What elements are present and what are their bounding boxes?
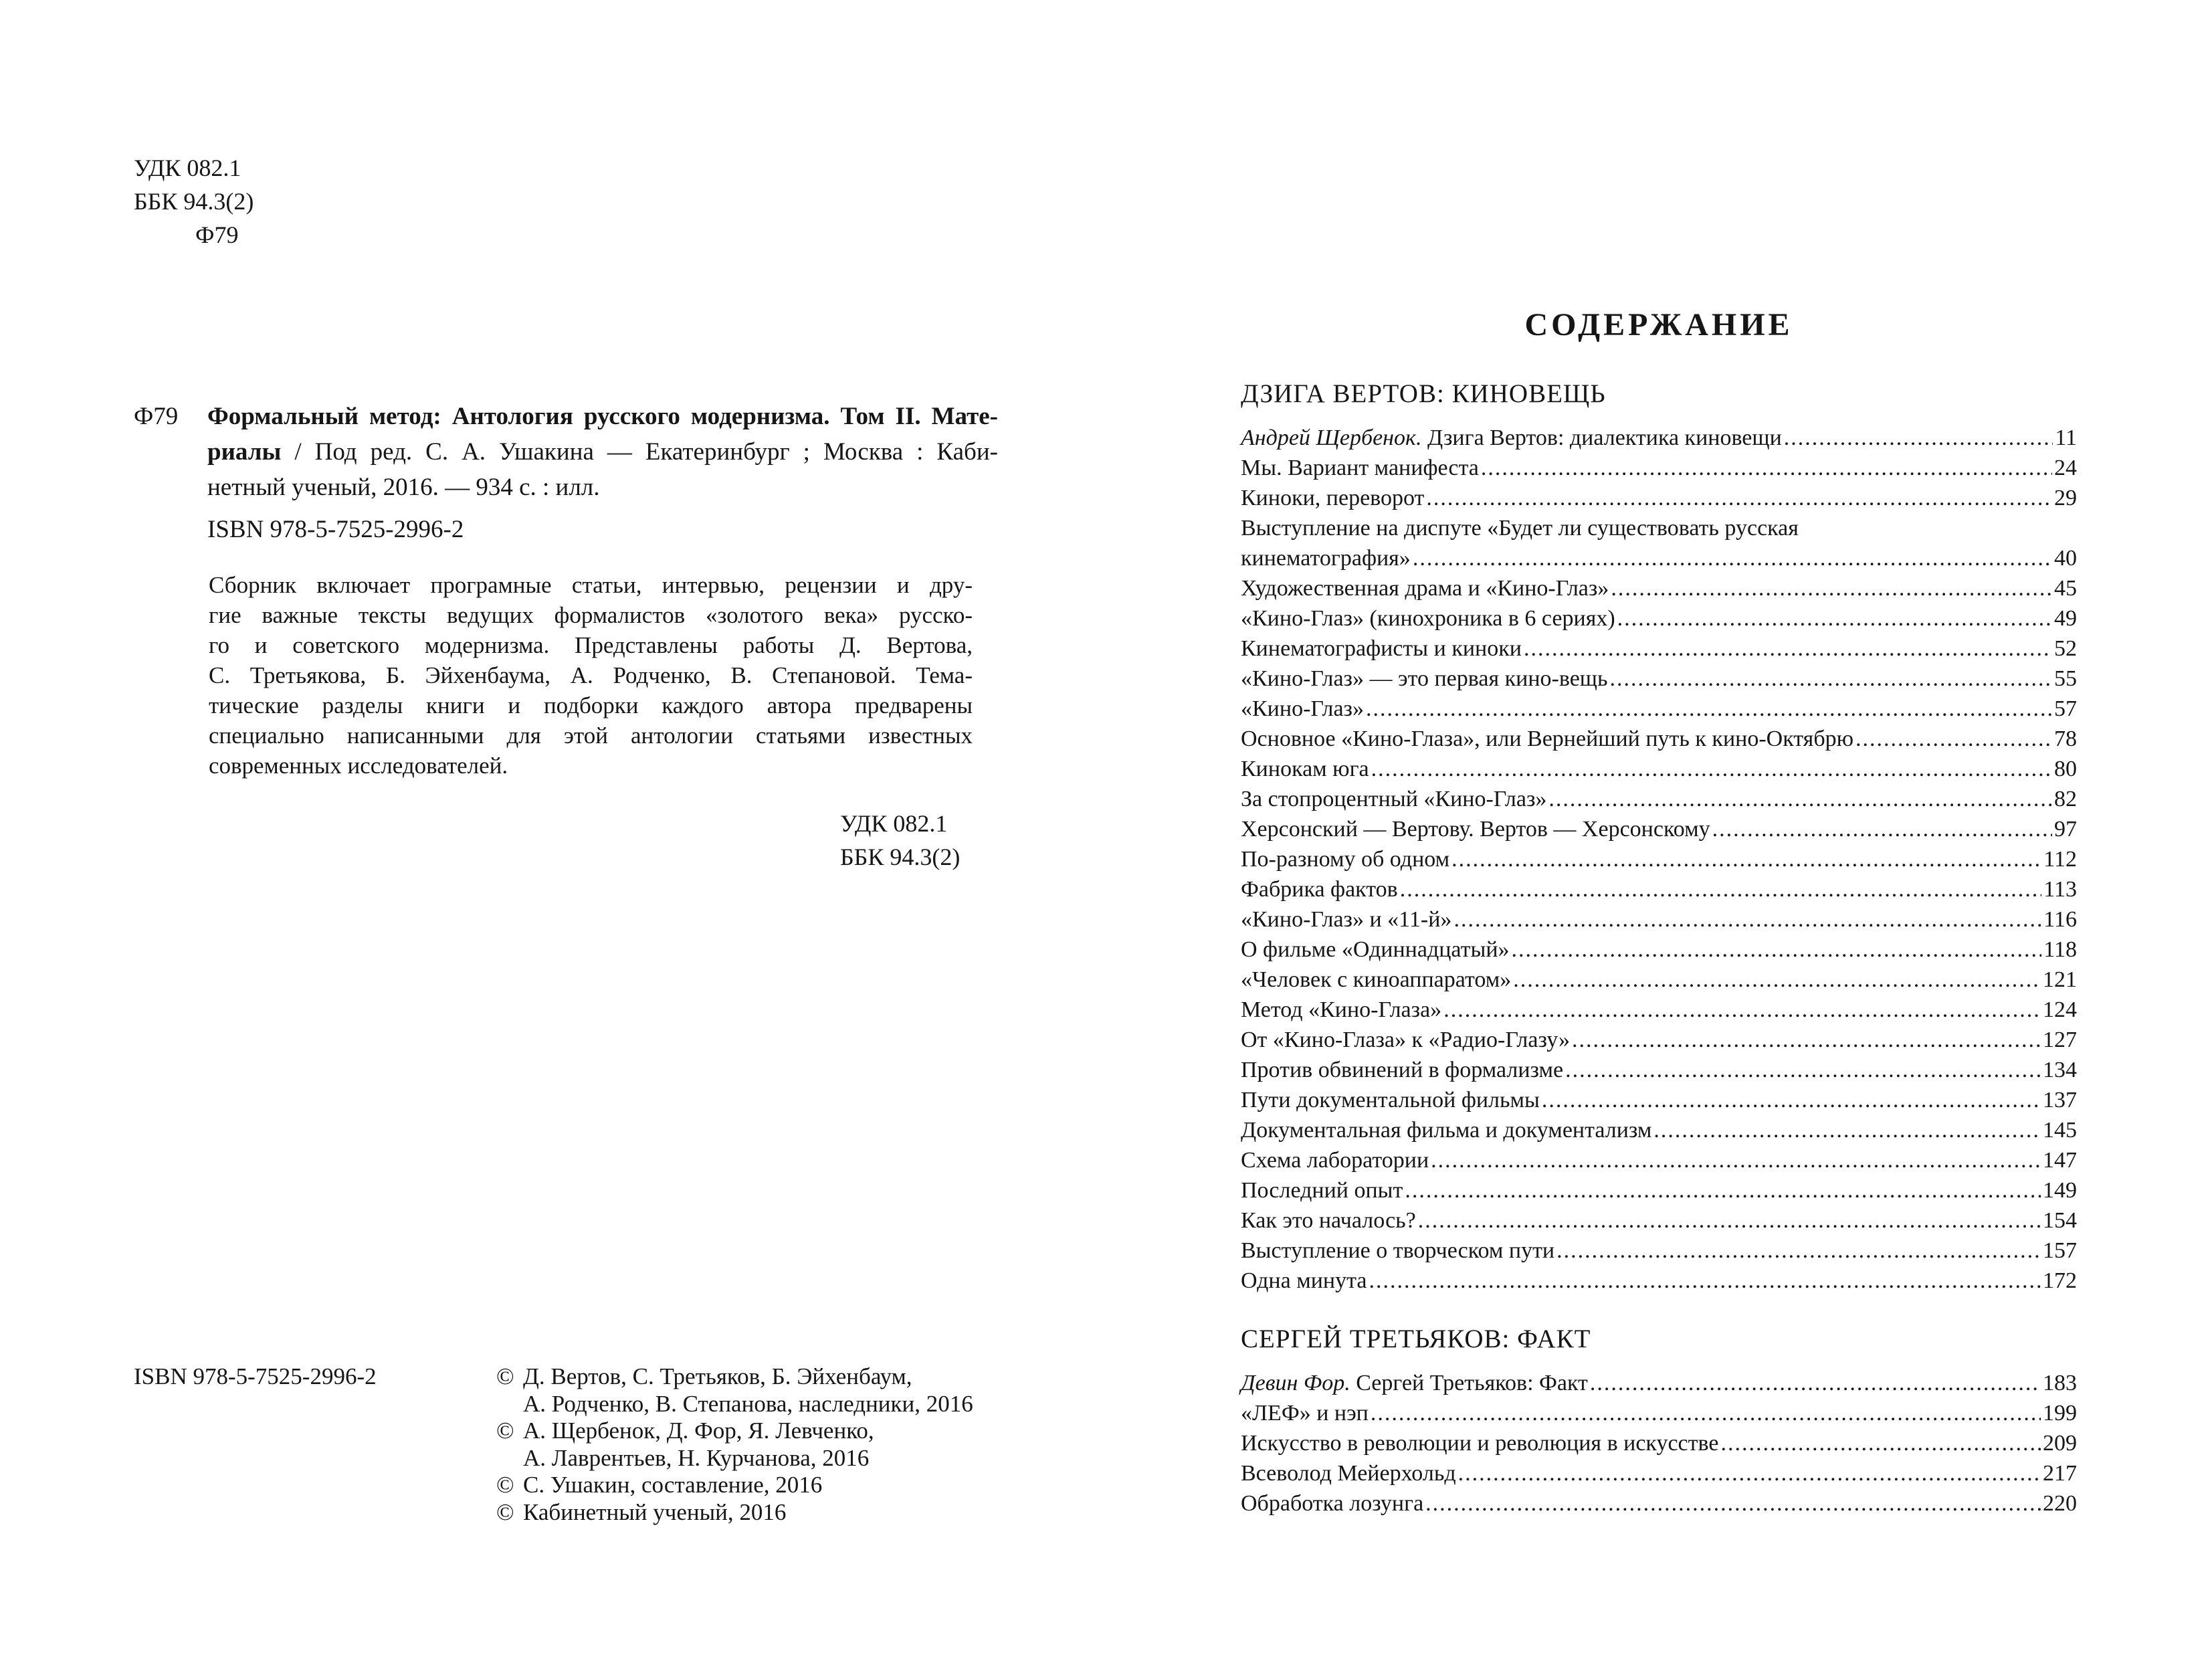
toc-leader-dots xyxy=(1431,1145,2041,1175)
toc-leader-dots xyxy=(1453,904,2041,935)
toc-entry-author: Девин Фор. xyxy=(1241,1371,1350,1395)
toc-entry-author: Андрей Щербенок. xyxy=(1241,425,1422,450)
catalog-card-line xyxy=(207,399,998,434)
toc-entry-page: 78 xyxy=(2054,726,2077,751)
toc-leader-dots xyxy=(1542,1085,2041,1115)
toc-entry xyxy=(1241,1428,2077,1458)
copyright-line xyxy=(496,1363,973,1391)
toc-entry-title: Метод «Кино-Глаза» xyxy=(1241,997,1442,1022)
catalog-card-text xyxy=(207,399,998,505)
annotation-line: С. Третьякова, Б. Эйхенбаума, А. Родченко, В. Степановой. Тема- xyxy=(209,662,973,688)
toc-entry-page: 45 xyxy=(2054,576,2077,601)
annotation-line: Сборник включает програмные статьи, интервью, рецензии и дру- xyxy=(209,572,973,598)
toc-entry xyxy=(1241,814,2077,844)
catalog-card-line xyxy=(207,470,998,505)
toc-entry-page: 134 xyxy=(2043,1058,2077,1082)
toc-entry-page: 29 xyxy=(2054,486,2077,510)
toc-leader-dots xyxy=(1720,1428,2041,1458)
toc-entry xyxy=(1241,483,2077,513)
copyright-sign: © xyxy=(496,1498,514,1525)
toc-entry xyxy=(1241,1175,2077,1205)
toc-entry xyxy=(1241,423,2077,453)
copyright-text: А. Лаврентьев, Н. Курчанова, 2016 xyxy=(523,1444,870,1471)
toc-entry-title: кинематография» xyxy=(1241,546,1411,571)
toc-entry xyxy=(1241,965,2077,995)
toc-entry-title: За стопроцентный «Кино-Глаз» xyxy=(1241,787,1547,811)
copyright-text: Кабинетный ученый, 2016 xyxy=(523,1498,787,1525)
toc-entry-title: Всеволод Мейерхольд xyxy=(1241,1461,1456,1486)
toc-entry-title: Основное «Кино-Глаза», или Вернейший путь к кино-Октябрю xyxy=(1241,726,1854,751)
toc-entry-page: 199 xyxy=(2043,1401,2077,1426)
toc-entry-page: 147 xyxy=(2043,1148,2077,1173)
toc-entry xyxy=(1241,694,2077,724)
bbk-code-repeat: ББК 94.3(2) xyxy=(840,844,961,870)
toc-entry-page: 97 xyxy=(2054,817,2077,842)
toc-section-header: ДЗИГА ВЕРТОВ: КИНОВЕЩЬ xyxy=(1241,379,1606,408)
toc-entry-title: Херсонский — Вертову. Вертов — Херсонскому xyxy=(1241,817,1710,842)
toc-entry-page: 217 xyxy=(2043,1461,2077,1486)
toc-entry-title: «Кино-Глаз» xyxy=(1241,696,1364,721)
udc-code: УДК 082.1 xyxy=(134,155,241,181)
toc-entry-page: 40 xyxy=(2054,546,2077,571)
toc-leader-dots xyxy=(1426,483,2052,513)
toc-leader-dots xyxy=(1405,1175,2041,1205)
toc-entry-page: 145 xyxy=(2043,1118,2077,1143)
toc-entry-page: 55 xyxy=(2054,666,2077,691)
toc-entry-title: От «Кино-Глаза» к «Радио-Глазу» xyxy=(1241,1028,1571,1052)
toc-entry-page: 52 xyxy=(2054,636,2077,661)
toc-entry-page: 49 xyxy=(2054,606,2077,631)
toc-entry-title: Андрей Щербенок. Дзига Вертов: диалектика киновещи xyxy=(1241,425,1782,450)
toc-entry-title: «ЛЕФ» и нэп xyxy=(1241,1401,1369,1426)
toc-entry-title: Кинокам юга xyxy=(1241,757,1369,781)
toc-entry-page: 220 xyxy=(2043,1491,2077,1516)
udc-code-repeat: УДК 082.1 xyxy=(840,810,948,837)
copyright-text: А. Щербенок, Д. Фор, Я. Левченко, xyxy=(523,1418,874,1444)
toc-entry-page: 124 xyxy=(2043,997,2077,1022)
toc-entry xyxy=(1241,664,2077,694)
toc-leader-dots xyxy=(1400,874,2042,904)
toc-entry xyxy=(1241,904,2077,935)
toc-entry-title: По-разному об одном xyxy=(1241,847,1450,872)
toc-entry-title: Кинематографисты и киноки xyxy=(1241,636,1522,661)
toc-leader-dots xyxy=(1609,664,2052,694)
toc-entry-page: 82 xyxy=(2054,787,2077,811)
toc-entry-page: 116 xyxy=(2043,907,2077,932)
left-page-top-codes xyxy=(134,151,254,252)
toc-entry xyxy=(1241,603,2077,633)
toc-leader-dots xyxy=(1481,453,2052,483)
toc-entry-title: Как это началось? xyxy=(1241,1208,1416,1233)
table-of-contents xyxy=(1241,379,2077,1519)
toc-leader-dots xyxy=(1425,1488,2041,1519)
copyright-sign xyxy=(496,1445,523,1472)
copyright-sign: © xyxy=(496,1363,514,1389)
toc-entry-title: Киноки, переворот xyxy=(1241,486,1425,510)
toc-leader-dots xyxy=(1611,573,2052,603)
toc-section xyxy=(1241,1324,2077,1519)
annotation-line: тические разделы книги и подборки каждого автора предварены xyxy=(209,692,973,718)
toc-leader-dots xyxy=(1371,754,2052,784)
toc-entry-title: Художественная драма и «Кино-Глаз» xyxy=(1241,576,1609,601)
toc-entry xyxy=(1241,1236,2077,1266)
copyright-text: А. Родченко, В. Степанова, наследники, 2016 xyxy=(523,1390,973,1417)
toc-entry xyxy=(1241,1368,2077,1398)
toc-leader-dots xyxy=(1513,965,2041,995)
toc-section-header: СЕРГЕЙ ТРЕТЬЯКОВ: ФАКТ xyxy=(1241,1325,1591,1353)
toc-entry xyxy=(1241,1488,2077,1519)
toc-leader-dots xyxy=(1548,784,2052,814)
copyright-block xyxy=(496,1363,973,1526)
toc-leader-dots xyxy=(1366,694,2052,724)
toc-entry-title: Последний опыт xyxy=(1241,1178,1403,1203)
toc-leader-dots xyxy=(1784,423,2053,453)
toc-leader-dots xyxy=(1855,724,2052,754)
toc-entry-page: 57 xyxy=(2054,696,2077,721)
toc-entry-page: 113 xyxy=(2043,877,2077,902)
toc-entry-page: 121 xyxy=(2043,967,2077,992)
toc-entry-page: 127 xyxy=(2043,1028,2077,1052)
toc-entry-page: 24 xyxy=(2054,456,2077,480)
toc-entry xyxy=(1241,874,2077,904)
copyright-text: С. Ушакин, составление, 2016 xyxy=(523,1472,823,1498)
toc-leader-dots xyxy=(1512,935,2042,965)
toc-entry xyxy=(1241,1145,2077,1175)
toc-entry xyxy=(1241,995,2077,1025)
toc-entry xyxy=(1241,1055,2077,1085)
toc-entry-page: 118 xyxy=(2043,937,2077,962)
toc-leader-dots xyxy=(1443,995,2041,1025)
toc-entry-page: 149 xyxy=(2043,1178,2077,1203)
toc-entry xyxy=(1241,633,2077,664)
copyright-line xyxy=(496,1391,973,1418)
toc-entry-title: Мы. Вариант манифеста xyxy=(1241,456,1479,480)
toc-leader-dots xyxy=(1653,1115,2041,1145)
toc-entry-title: Выступление на диспуте «Будет ли существовать русская xyxy=(1241,516,1799,541)
toc-entry xyxy=(1241,1115,2077,1145)
toc-entry xyxy=(1241,1266,2077,1296)
toc-entry xyxy=(1241,1025,2077,1055)
toc-entry xyxy=(1241,513,2077,543)
toc-entry-page: 154 xyxy=(2043,1208,2077,1233)
annotation-line: гие важные тексты ведущих формалистов «золотого века» русско- xyxy=(209,602,973,628)
copyright-text: Д. Вертов, С. Третьяков, Б. Эйхенбаум, xyxy=(523,1363,912,1389)
toc-entry xyxy=(1241,754,2077,784)
toc-entry xyxy=(1241,573,2077,603)
toc-leader-dots xyxy=(1565,1055,2041,1085)
toc-entry-page: 112 xyxy=(2043,847,2077,872)
toc-entry xyxy=(1241,935,2077,965)
catalog-card xyxy=(134,399,998,505)
toc-entry xyxy=(1241,1458,2077,1488)
toc-entry-title: «Кино-Глаз» и «11-й» xyxy=(1241,907,1452,932)
catalog-card-line xyxy=(207,434,998,470)
annotation-line: го и советского модернизма. Представлены работы Д. Вертова, xyxy=(209,632,973,658)
toc-leader-dots xyxy=(1590,1368,2041,1398)
author-sign-card: Ф79 xyxy=(134,403,179,430)
toc-title: СОДЕРЖАНИЕ xyxy=(1524,307,1793,343)
isbn-top: ISBN 978-5-7525-2996-2 xyxy=(207,516,464,543)
annotation-line: современных исследователей. xyxy=(209,753,508,779)
toc-entry-title: Пути документальной фильмы xyxy=(1241,1088,1540,1112)
copyright-sign: © xyxy=(496,1472,514,1498)
toc-leader-dots xyxy=(1556,1236,2041,1266)
isbn-footer: ISBN 978-5-7525-2996-2 xyxy=(134,1363,377,1389)
toc-entry-title: Документальная фильма и документализм xyxy=(1241,1118,1652,1143)
toc-entry xyxy=(1241,1085,2077,1115)
toc-section xyxy=(1241,379,2077,1296)
toc-entry-page: 183 xyxy=(2043,1371,2077,1395)
toc-entry-title: Схема лаборатории xyxy=(1241,1148,1429,1173)
toc-entry xyxy=(1241,724,2077,754)
toc-entry-page: 157 xyxy=(2043,1238,2077,1263)
card-title-bold: риалы xyxy=(207,438,282,466)
toc-entry-title: Одна минута xyxy=(1241,1268,1367,1293)
left-page-mid-codes xyxy=(840,807,960,874)
toc-entry-title: «Человек с киноаппаратом» xyxy=(1241,967,1512,992)
toc-entry-title: «Кино-Глаз» — это первая кино-вещь xyxy=(1241,666,1608,691)
copyright-line xyxy=(496,1418,973,1445)
toc-entry-title: Фабрика фактов xyxy=(1241,877,1398,902)
toc-entry xyxy=(1241,844,2077,874)
toc-entry-title: Против обвинений в формализме xyxy=(1241,1058,1564,1082)
toc-entry xyxy=(1241,453,2077,483)
toc-entry-page: 80 xyxy=(2054,757,2077,781)
copyright-sign: © xyxy=(496,1418,514,1444)
toc-leader-dots xyxy=(1572,1025,2041,1055)
toc-leader-dots xyxy=(1418,1205,2041,1236)
toc-entry xyxy=(1241,784,2077,814)
annotation xyxy=(209,570,973,781)
toc-entry xyxy=(1241,543,2077,573)
copyright-line xyxy=(496,1472,973,1499)
toc-entry-title: О фильме «Одиннадцатый» xyxy=(1241,937,1510,962)
annotation-line: специально написанными для этой антологии статьями известных xyxy=(209,722,973,749)
toc-entry-title: Выступление о творческом пути xyxy=(1241,1238,1555,1263)
toc-leader-dots xyxy=(1458,1458,2041,1488)
toc-entry-page: 172 xyxy=(2043,1268,2077,1293)
toc-leader-dots xyxy=(1712,814,2052,844)
card-title-bold: Формальный метод: Антология русского модернизма. Том II. Мате- xyxy=(207,403,998,430)
card-text-regular: / Под ред. С. А. Ушакина — Екатеринбург ; Москва : Каби- xyxy=(281,438,998,466)
toc-entry xyxy=(1241,1205,2077,1236)
author-sign: Ф79 xyxy=(195,221,239,248)
toc-entry-title: «Кино-Глаз» (кинохроника в 6 сериях) xyxy=(1241,606,1615,631)
toc-entry-page: 137 xyxy=(2043,1088,2077,1112)
toc-leader-dots xyxy=(1451,844,2041,874)
card-text-regular: нетный ученый, 2016. — 934 с. : илл. xyxy=(207,474,600,501)
copyright-line xyxy=(496,1499,973,1527)
toc-leader-dots xyxy=(1369,1266,2041,1296)
toc-leader-dots xyxy=(1524,633,2052,664)
toc-leader-dots xyxy=(1371,1398,2041,1428)
copyright-line xyxy=(496,1445,973,1472)
toc-entry-title: Искусство в революции и революция в искусстве xyxy=(1241,1431,1719,1456)
toc-entry-title: Девин Фор. Сергей Третьяков: Факт xyxy=(1241,1371,1588,1395)
toc-leader-dots xyxy=(1617,603,2052,633)
toc-entry-page: 209 xyxy=(2043,1431,2077,1456)
toc-leader-dots xyxy=(1413,543,2052,573)
bbk-code: ББК 94.3(2) xyxy=(134,188,254,215)
toc-entry-page: 11 xyxy=(2055,425,2077,450)
toc-entry-title: Обработка лозунга xyxy=(1241,1491,1424,1516)
copyright-sign xyxy=(496,1391,523,1418)
toc-entry xyxy=(1241,1398,2077,1428)
